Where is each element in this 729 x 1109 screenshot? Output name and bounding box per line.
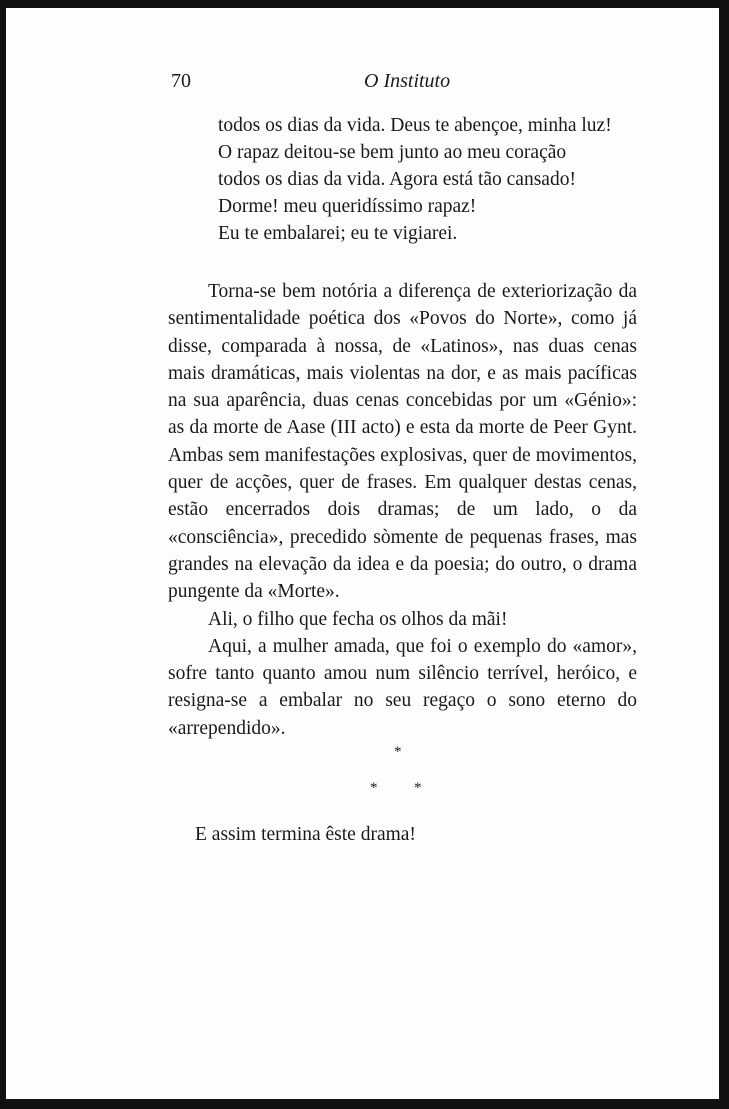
asterism-star-top: * [394,744,402,760]
running-title: O Instituto [364,70,451,92]
page-header [6,70,729,100]
verse-line: todos os dias da vida. Deus te abençoe, minha luz! [218,115,612,136]
paragraph: Torna-se bem notória a diferença de exteriorização da sentimentalidade poética dos «Povos do Norte», como já disse, comparada à nossa, de «Latinos», nas duas cenas mais dramáticas, mais violentas na dor, e as mais pacíficas na sua aparência, duas cenas concebidas por um «Génio»: as da morte de Aase (III acto) e esta da morte de Peer Gynt. Ambas sem manifestações explosivas, quer de movimentos, quer de acções, quer de frases. Em qualquer destas cenas, estão encerrados dois dramas; de um lado, o da «consciência», precedido sòmente de pequenas frases, mas grandes na elevação da idea e da poesia; do outro, o drama pungente da «Morte». [168,281,637,603]
verse-line: O rapaz deitou-se bem junto ao meu coração [218,142,567,163]
verse-line: Dorme! meu queridíssimo rapaz! [218,196,477,217]
page-number: 70 [171,70,191,92]
asterism-star-right: * [414,780,422,796]
asterism-star-left: * [370,780,378,796]
prose-body [168,278,637,742]
closing-line: E assim termina êste drama! [195,824,416,845]
paragraph: Aqui, a mulher amada, que foi o exemplo do «amor», sofre tanto quanto amou num silêncio terrível, heróico, e resigna-se a embalar no seu regaço o sono eterno do «arrependido». [168,635,637,739]
verse-line: Eu te embalarei; eu te vigiarei. [218,223,458,244]
paragraph: Ali, o filho que fecha os olhos da mãi! [208,608,508,630]
verse-block [218,112,658,247]
verse-line: todos os dias da vida. Agora está tão cansado! [218,169,576,190]
